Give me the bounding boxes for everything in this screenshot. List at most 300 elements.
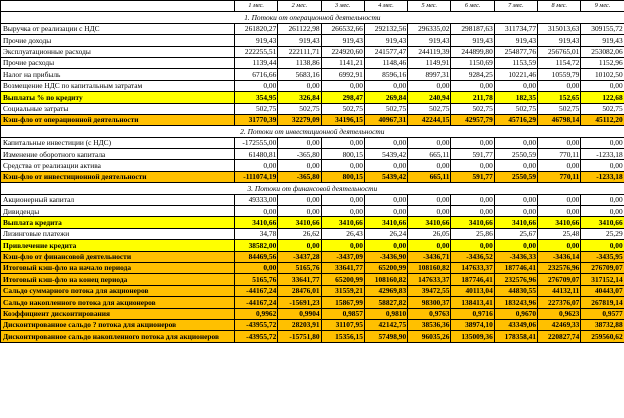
value-cell: 919,43 [581, 35, 624, 46]
value-cell: 0,9716 [451, 308, 494, 319]
cash-flow-table-body [1, 1, 624, 343]
value-cell: 591,77 [451, 149, 494, 160]
value-cell: 44830,55 [494, 285, 537, 296]
value-cell: 244119,39 [408, 46, 451, 57]
value-cell: 0,00 [321, 80, 364, 91]
table-row [1, 35, 624, 46]
value-cell: 315013,63 [538, 23, 581, 34]
header-cell: 1 мес. [235, 1, 278, 12]
value-cell: 44132,11 [538, 285, 581, 296]
value-cell: 8997,31 [408, 69, 451, 80]
value-cell: 1138,86 [278, 57, 321, 68]
value-cell: 502,75 [321, 103, 364, 114]
value-cell: 919,43 [408, 35, 451, 46]
value-cell: 147633,37 [408, 274, 451, 285]
value-cell: 28476,01 [278, 285, 321, 296]
value-cell: 40967,31 [364, 114, 407, 125]
value-cell: 311734,77 [494, 23, 537, 34]
header-cell: 8 мес. [538, 1, 581, 12]
row-label: Привлечение кредита [1, 240, 235, 251]
value-cell: 25,67 [494, 228, 537, 239]
value-cell: 0,00 [494, 206, 537, 217]
value-cell: 0,00 [494, 137, 537, 148]
row-label: Кэш-фло от финансовой деятельности [1, 251, 235, 262]
row-label: Коэффициент дисконтирования [1, 308, 235, 319]
value-cell: 3410,66 [278, 217, 321, 228]
value-cell: 591,77 [451, 171, 494, 182]
value-cell: 0,00 [408, 80, 451, 91]
table-row [1, 285, 624, 296]
value-cell: 0,00 [451, 137, 494, 148]
value-cell: 45716,29 [494, 114, 537, 125]
value-cell: 0,00 [364, 206, 407, 217]
value-cell: 267819,14 [581, 297, 624, 308]
value-cell: 43349,06 [494, 319, 537, 330]
value-cell: 61480,81 [235, 149, 278, 160]
value-cell: 147633,37 [451, 262, 494, 273]
value-cell: 919,43 [364, 35, 407, 46]
value-cell: 65200,99 [364, 262, 407, 273]
value-cell: -365,80 [278, 149, 321, 160]
value-cell: 261122,98 [278, 23, 321, 34]
value-cell: 0,00 [451, 240, 494, 251]
row-label: Выплата кредита [1, 217, 235, 228]
table-row [1, 319, 624, 330]
value-cell: 502,75 [494, 103, 537, 114]
value-cell: 10559,79 [538, 69, 581, 80]
value-cell: -1233,18 [581, 149, 624, 160]
value-cell: 42142,75 [364, 319, 407, 330]
value-cell: 502,75 [235, 103, 278, 114]
table-row [1, 57, 624, 68]
table-row [1, 251, 624, 262]
value-cell: 0,00 [321, 240, 364, 251]
value-cell: 0,00 [451, 194, 494, 205]
value-cell: -1233,18 [581, 171, 624, 182]
value-cell: 0,00 [364, 160, 407, 171]
value-cell: 33641,77 [278, 274, 321, 285]
value-cell: 65200,99 [321, 274, 364, 285]
value-cell: 309155,72 [581, 23, 624, 34]
value-cell: 240,94 [408, 92, 451, 103]
value-cell: 261820,27 [235, 23, 278, 34]
value-cell: 40113,04 [451, 285, 494, 296]
row-label: Дивиденды [1, 206, 235, 217]
value-cell: 502,75 [581, 103, 624, 114]
value-cell: -3437,28 [278, 251, 321, 262]
value-cell: 222111,71 [278, 46, 321, 57]
value-cell: 0,00 [408, 240, 451, 251]
value-cell: 0,00 [494, 240, 537, 251]
value-cell: 2550,59 [494, 149, 537, 160]
value-cell: 0,00 [408, 194, 451, 205]
value-cell: 0,9670 [494, 308, 537, 319]
value-cell: 0,00 [494, 160, 537, 171]
value-cell: 0,00 [235, 206, 278, 217]
value-cell: 3410,66 [408, 217, 451, 228]
value-cell: 919,43 [538, 35, 581, 46]
value-cell: 770,11 [538, 149, 581, 160]
value-cell: -365,80 [278, 171, 321, 182]
value-cell: 32279,09 [278, 114, 321, 125]
table-row [1, 171, 624, 182]
value-cell: 38536,36 [408, 319, 451, 330]
header-cell: 9 мес. [581, 1, 624, 12]
value-cell: -43955,72 [235, 331, 278, 342]
value-cell: 3410,66 [451, 217, 494, 228]
table-row [1, 240, 624, 251]
value-cell: 5683,16 [278, 69, 321, 80]
value-cell: 0,00 [364, 80, 407, 91]
value-cell: 259560,62 [581, 331, 624, 342]
value-cell: 26,62 [278, 228, 321, 239]
value-cell: 187746,41 [451, 274, 494, 285]
row-label: Акционерный капитал [1, 194, 235, 205]
value-cell: 2550,59 [494, 171, 537, 182]
table-row [1, 262, 624, 273]
table-row [1, 331, 624, 342]
value-cell: 9284,25 [451, 69, 494, 80]
value-cell: 1149,91 [408, 57, 451, 68]
value-cell: 0,9577 [581, 308, 624, 319]
value-cell: 0,00 [538, 206, 581, 217]
value-cell: 222255,51 [235, 46, 278, 57]
value-cell: 0,00 [278, 80, 321, 91]
value-cell: 502,75 [451, 103, 494, 114]
row-label: Капитальные инвестиции (с НДС) [1, 137, 235, 148]
row-label: Дисконтированное сальдо накопленного потока для акционеров [1, 331, 235, 342]
value-cell: 254877,76 [494, 46, 537, 57]
value-cell: 244899,80 [451, 46, 494, 57]
value-cell: 42469,33 [538, 319, 581, 330]
table-row [1, 149, 624, 160]
value-cell: 227376,07 [538, 297, 581, 308]
value-cell: 1141,21 [321, 57, 364, 68]
value-cell: 122,68 [581, 92, 624, 103]
value-cell: 3410,66 [364, 217, 407, 228]
section-title: 3. Потоки от финансовой деятельности [1, 183, 624, 194]
value-cell: 0,00 [321, 206, 364, 217]
value-cell: 253082,06 [581, 46, 624, 57]
value-cell: 354,95 [235, 92, 278, 103]
value-cell: 0,00 [408, 137, 451, 148]
value-cell: 182,35 [494, 92, 537, 103]
header-cell: 7 мес. [494, 1, 537, 12]
value-cell: 0,00 [278, 206, 321, 217]
value-cell: 135009,36 [451, 331, 494, 342]
table-row [1, 80, 624, 91]
value-cell: 6992,91 [321, 69, 364, 80]
table-row [1, 23, 624, 34]
value-cell: 0,00 [235, 262, 278, 273]
value-cell: 0,9810 [364, 308, 407, 319]
value-cell: 15356,15 [321, 331, 364, 342]
value-cell: 1154,72 [538, 57, 581, 68]
row-label: Социальные затраты [1, 103, 235, 114]
value-cell: 96035,26 [408, 331, 451, 342]
value-cell: 276709,07 [581, 262, 624, 273]
value-cell: 1150,69 [451, 57, 494, 68]
value-cell: 919,43 [494, 35, 537, 46]
table-row [1, 217, 624, 228]
value-cell: 38732,88 [581, 319, 624, 330]
value-cell: 0,00 [538, 194, 581, 205]
value-cell: 57498,90 [364, 331, 407, 342]
value-cell: 0,00 [581, 80, 624, 91]
value-cell: 919,43 [278, 35, 321, 46]
value-cell: 58827,82 [364, 297, 407, 308]
header-cell: 5 мес. [408, 1, 451, 12]
value-cell: 49333,00 [235, 194, 278, 205]
value-cell: 108160,82 [364, 274, 407, 285]
value-cell: 42244,15 [408, 114, 451, 125]
value-cell: 42969,83 [364, 285, 407, 296]
value-cell: 84469,56 [235, 251, 278, 262]
value-cell: 0,00 [321, 160, 364, 171]
value-cell: 0,00 [538, 137, 581, 148]
value-cell: 256765,01 [538, 46, 581, 57]
value-cell: 0,00 [581, 194, 624, 205]
value-cell: 0,00 [581, 206, 624, 217]
value-cell: 1152,96 [581, 57, 624, 68]
value-cell: 28203,91 [278, 319, 321, 330]
table-row [1, 92, 624, 103]
value-cell: 0,00 [581, 240, 624, 251]
row-label: Прочие доходы [1, 35, 235, 46]
value-cell: 232576,96 [494, 274, 537, 285]
row-label: Кэш-фло от операционной деятельности [1, 114, 235, 125]
value-cell: 152,65 [538, 92, 581, 103]
value-cell: 0,00 [278, 137, 321, 148]
value-cell: -3436,90 [364, 251, 407, 262]
value-cell: 1153,59 [494, 57, 537, 68]
value-cell: 276709,07 [538, 274, 581, 285]
value-cell: 919,43 [321, 35, 364, 46]
value-cell: 3410,66 [581, 217, 624, 228]
value-cell: 266532,66 [321, 23, 364, 34]
value-cell: -172555,00 [235, 137, 278, 148]
row-label: Сальдо накопленного потока для акционеров [1, 297, 235, 308]
value-cell: 0,00 [408, 160, 451, 171]
value-cell: 919,43 [451, 35, 494, 46]
value-cell: 138413,41 [451, 297, 494, 308]
value-cell: -111074,19 [235, 171, 278, 182]
section-title: 1. Потоки от операционной деятельности [1, 12, 624, 23]
value-cell: 0,00 [581, 160, 624, 171]
value-cell: -15751,80 [278, 331, 321, 342]
row-label: Итоговый кэш-фло на начало периода [1, 262, 235, 273]
value-cell: 3410,66 [321, 217, 364, 228]
value-cell: 0,00 [494, 80, 537, 91]
value-cell: 25,29 [581, 228, 624, 239]
value-cell: 502,75 [538, 103, 581, 114]
value-cell: 3410,66 [494, 217, 537, 228]
value-cell: 25,86 [451, 228, 494, 239]
value-cell: 326,84 [278, 92, 321, 103]
value-cell: 1148,46 [364, 57, 407, 68]
row-label: Изменение оборотного капитала [1, 149, 235, 160]
value-cell: 34196,15 [321, 114, 364, 125]
section-title: 2. Потоки от инвестиционной деятельности [1, 126, 624, 137]
table-row [1, 137, 624, 148]
value-cell: 8596,16 [364, 69, 407, 80]
value-cell: 10221,46 [494, 69, 537, 80]
value-cell: 0,00 [494, 194, 537, 205]
value-cell: 665,11 [408, 149, 451, 160]
table-row [1, 206, 624, 217]
value-cell: 178358,41 [494, 331, 537, 342]
value-cell: 1139,44 [235, 57, 278, 68]
value-cell: 0,9857 [321, 308, 364, 319]
value-cell: 34,78 [235, 228, 278, 239]
value-cell: -15691,23 [278, 297, 321, 308]
table-row [1, 114, 624, 125]
value-cell: 26,43 [321, 228, 364, 239]
value-cell: 0,00 [321, 194, 364, 205]
value-cell: 292132,56 [364, 23, 407, 34]
value-cell: 0,00 [451, 160, 494, 171]
row-label: Итоговый кэш-фло на конец периода [1, 274, 235, 285]
value-cell: 39472,55 [408, 285, 451, 296]
value-cell: 10102,50 [581, 69, 624, 80]
header-cell: 6 мес. [451, 1, 494, 12]
value-cell: 800,15 [321, 171, 364, 182]
value-cell: 0,00 [538, 80, 581, 91]
value-cell: -3436,14 [538, 251, 581, 262]
value-cell: 26,24 [364, 228, 407, 239]
value-cell: 33641,77 [321, 262, 364, 273]
value-cell: 0,00 [408, 206, 451, 217]
value-cell: 0,00 [451, 206, 494, 217]
value-cell: 0,00 [278, 160, 321, 171]
value-cell: 42957,79 [451, 114, 494, 125]
value-cell: -3436,52 [451, 251, 494, 262]
table-row [1, 69, 624, 80]
value-cell: 317152,14 [581, 274, 624, 285]
value-cell: 224920,60 [321, 46, 364, 57]
value-cell: -3436,71 [408, 251, 451, 262]
row-label: Средства от реализации актива [1, 160, 235, 171]
row-label: Налог на прибыль [1, 69, 235, 80]
value-cell: -3435,95 [581, 251, 624, 262]
row-label: Выплаты % по кредиту [1, 92, 235, 103]
table-row [1, 103, 624, 114]
value-cell: 298,47 [321, 92, 364, 103]
value-cell: 38974,10 [451, 319, 494, 330]
table-row [1, 297, 624, 308]
value-cell: 0,9623 [538, 308, 581, 319]
value-cell: 0,00 [364, 194, 407, 205]
value-cell: -43955,72 [235, 319, 278, 330]
value-cell: 0,00 [451, 80, 494, 91]
row-label: Прочие расходы [1, 57, 235, 68]
value-cell: 0,00 [538, 240, 581, 251]
value-cell: 919,43 [235, 35, 278, 46]
table-row [1, 46, 624, 57]
value-cell: 0,00 [278, 194, 321, 205]
value-cell: 45112,20 [581, 114, 624, 125]
value-cell: -3436,33 [494, 251, 537, 262]
row-label: Сальдо суммарного потока для акционеров [1, 285, 235, 296]
value-cell: 5165,76 [235, 274, 278, 285]
value-cell: 0,00 [364, 240, 407, 251]
value-cell: 15867,99 [321, 297, 364, 308]
value-cell: 5165,76 [278, 262, 321, 273]
table-header-row [1, 1, 624, 12]
value-cell: 183243,96 [494, 297, 537, 308]
table-row [1, 274, 624, 285]
value-cell: 0,00 [235, 160, 278, 171]
value-cell: 770,11 [538, 171, 581, 182]
value-cell: 0,00 [538, 160, 581, 171]
row-label: Выручка от реализации с НДС [1, 23, 235, 34]
row-label: Эксплуатационные расходы [1, 46, 235, 57]
row-label: Возмещение НДС по капитальным затратам [1, 80, 235, 91]
value-cell: 502,75 [364, 103, 407, 114]
value-cell: 232576,96 [538, 262, 581, 273]
table-row [1, 160, 624, 171]
row-label: Лизинговые платежи [1, 228, 235, 239]
section-header-row [1, 183, 624, 194]
value-cell: 31107,95 [321, 319, 364, 330]
header-cell: 4 мес. [364, 1, 407, 12]
value-cell: 38582,00 [235, 240, 278, 251]
value-cell: 40443,07 [581, 285, 624, 296]
row-label: Дисконтированное сальдо ? потока для акционеров [1, 319, 235, 330]
table-row [1, 194, 624, 205]
value-cell: 0,9904 [278, 308, 321, 319]
header-cell: 2 мес. [278, 1, 321, 12]
value-cell: 220827,74 [538, 331, 581, 342]
value-cell: 0,00 [321, 137, 364, 148]
header-cell [1, 1, 235, 12]
table-row [1, 308, 624, 319]
value-cell: 46798,14 [538, 114, 581, 125]
value-cell: 98300,37 [408, 297, 451, 308]
value-cell: 800,15 [321, 149, 364, 160]
value-cell: 31770,39 [235, 114, 278, 125]
value-cell: 0,00 [364, 137, 407, 148]
header-cell: 3 мес. [321, 1, 364, 12]
value-cell: 298187,63 [451, 23, 494, 34]
value-cell: 296335,02 [408, 23, 451, 34]
value-cell: -44167,24 [235, 297, 278, 308]
value-cell: 5439,42 [364, 171, 407, 182]
value-cell: 5439,42 [364, 149, 407, 160]
value-cell: 665,11 [408, 171, 451, 182]
value-cell: -3437,09 [321, 251, 364, 262]
section-header-row [1, 12, 624, 23]
value-cell: 25,48 [538, 228, 581, 239]
value-cell: 6716,66 [235, 69, 278, 80]
value-cell: 3410,66 [235, 217, 278, 228]
value-cell: 269,84 [364, 92, 407, 103]
value-cell: 0,00 [235, 80, 278, 91]
value-cell: 3410,66 [538, 217, 581, 228]
value-cell: 26,05 [408, 228, 451, 239]
value-cell: 502,75 [278, 103, 321, 114]
table-row [1, 228, 624, 239]
value-cell: -44167,24 [235, 285, 278, 296]
section-header-row [1, 126, 624, 137]
row-label: Кэш-фло от инвестиционной деятельности [1, 171, 235, 182]
value-cell: 0,9962 [235, 308, 278, 319]
value-cell: 0,00 [581, 137, 624, 148]
value-cell: 502,75 [408, 103, 451, 114]
value-cell: 108160,82 [408, 262, 451, 273]
value-cell: 0,00 [278, 240, 321, 251]
value-cell: 0,9763 [408, 308, 451, 319]
